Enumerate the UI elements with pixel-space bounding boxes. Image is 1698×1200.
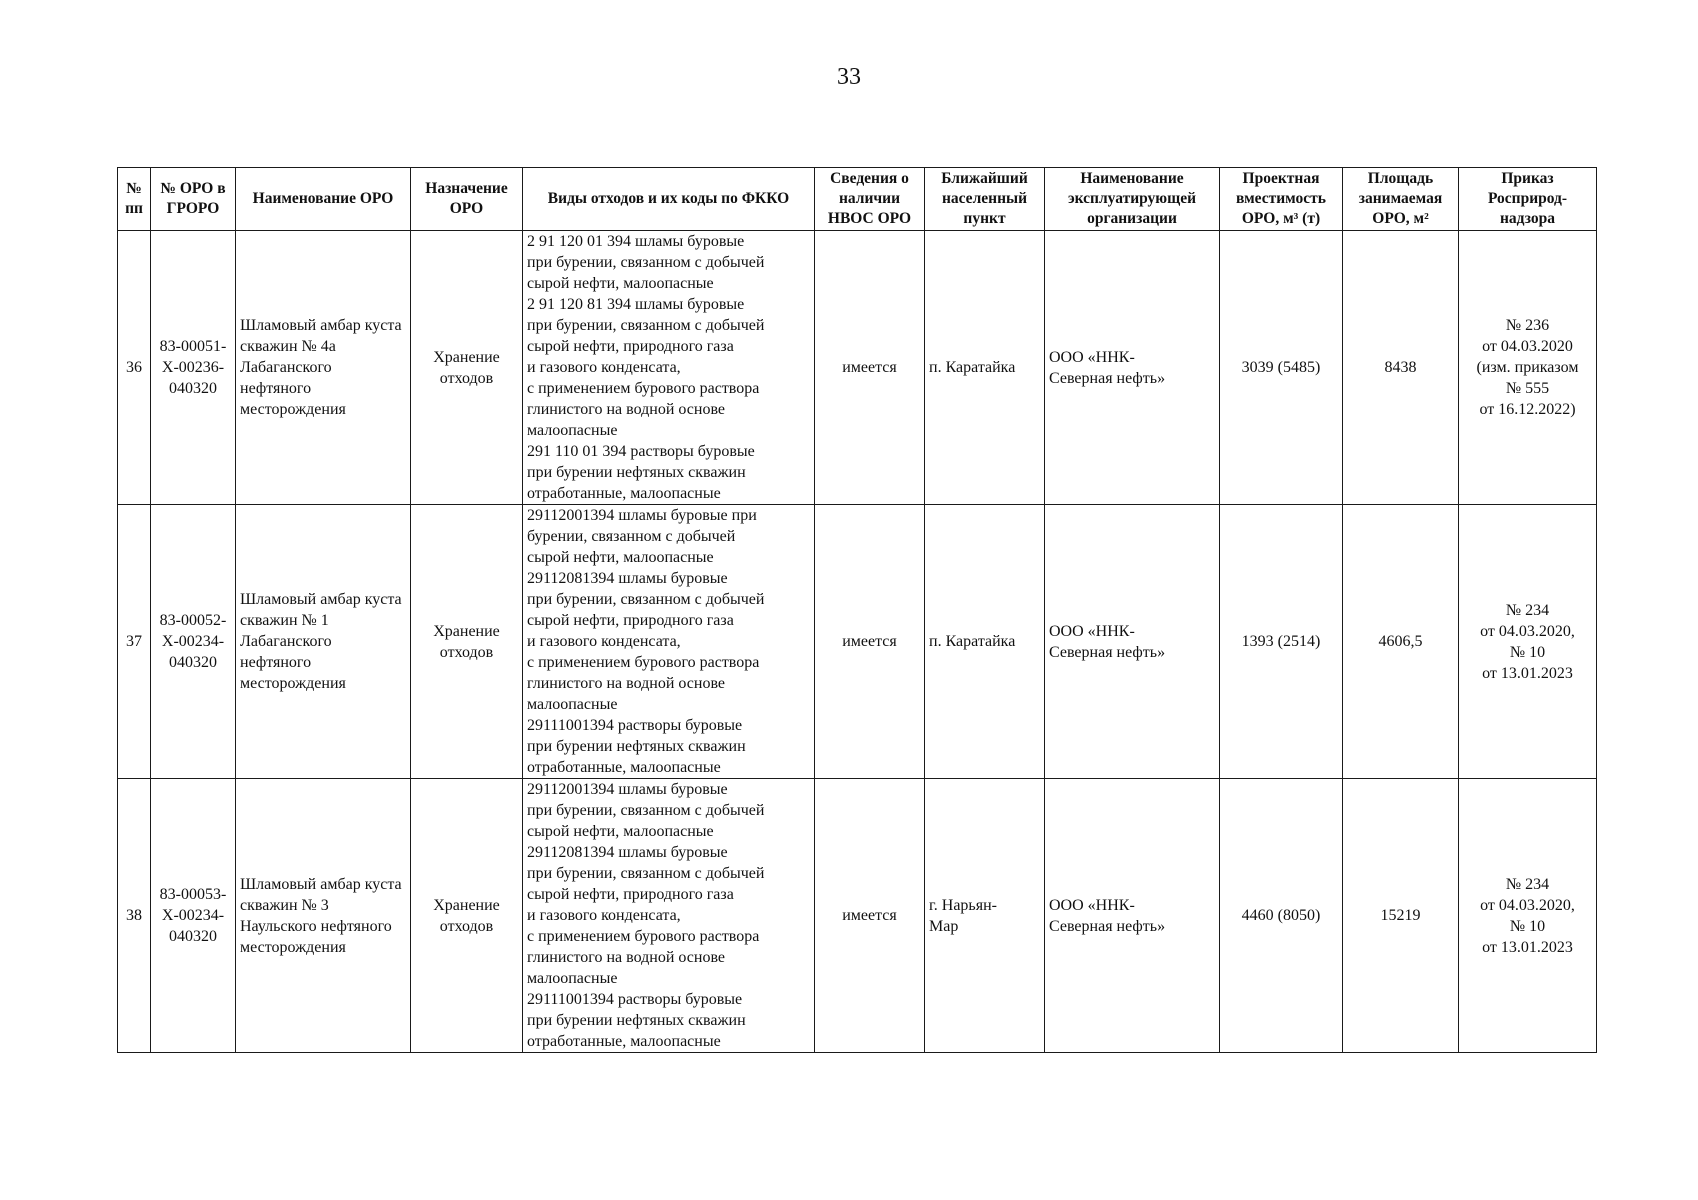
order-cell: № 234 от 04.03.2020, № 10 от 13.01.2023 <box>1459 505 1597 779</box>
area-cell: 15219 <box>1343 779 1459 1053</box>
oro-name-cell: Шламовый амбар куста скважин № 3 Наульского нефтяного месторождения <box>236 779 411 1053</box>
capacity-cell: 1393 (2514) <box>1220 505 1343 779</box>
header-cell: Сведения о наличии НВОС ОРО <box>815 168 925 231</box>
oro-purpose-cell: Хранение отходов <box>411 505 523 779</box>
waste-codes-cell <box>523 505 815 779</box>
page-number: 33 <box>837 64 861 90</box>
waste-code-line: сырой нефти, малоопасные <box>527 823 714 840</box>
table-row <box>118 231 1597 505</box>
header-cell: Площадь занимаемая ОРО, м² <box>1343 168 1459 231</box>
waste-code-line: 29111001394 растворы буровые <box>527 991 743 1008</box>
oro-registry-number-cell: 83-00053-Х-00234-040320 <box>151 779 236 1053</box>
oro-name-cell: Шламовый амбар куста скважин № 4а Лабаганского нефтяного месторождения <box>236 231 411 505</box>
header-cell: Проектная вместимость ОРО, м³ (т) <box>1220 168 1343 231</box>
waste-code-line: 29111001394 растворы буровые <box>527 717 743 734</box>
waste-code-line: 2 91 120 81 394 шламы буровые <box>527 296 745 313</box>
waste-code-line: отработанные, малоопасные <box>527 485 721 502</box>
waste-code-line: сырой нефти, малоопасные <box>527 275 714 292</box>
waste-codes-cell <box>523 779 815 1053</box>
waste-code-line: при бурении нефтяных скважин <box>527 1012 746 1029</box>
row-number-cell: 37 <box>118 505 151 779</box>
waste-code-line: сырой нефти, малоопасные <box>527 549 714 566</box>
row-number-cell: 36 <box>118 231 151 505</box>
waste-code-line: с применением бурового раствора <box>527 928 760 945</box>
waste-code-line: с применением бурового раствора <box>527 654 760 671</box>
waste-code-line: сырой нефти, природного газа <box>527 612 734 629</box>
waste-code-line: малоопасные <box>527 422 618 439</box>
header-cell: Наименование ОРО <box>236 168 411 231</box>
waste-code-line: сырой нефти, природного газа <box>527 338 734 355</box>
row-number-cell: 38 <box>118 779 151 1053</box>
waste-code-line: бурении, связанном с добычей <box>527 528 736 545</box>
waste-codes-cell <box>523 231 815 505</box>
waste-code-line: 291 110 01 394 растворы буровые <box>527 443 755 460</box>
waste-code-line: при бурении, связанном с добычей <box>527 865 765 882</box>
waste-code-line: при бурении, связанном с добычей <box>527 317 765 334</box>
settlement-cell: п. Каратайка <box>925 505 1045 779</box>
waste-code-line: отработанные, малоопасные <box>527 1033 721 1050</box>
waste-code-line: глинистого на водной основе <box>527 401 726 418</box>
oro-purpose-cell: Хранение отходов <box>411 231 523 505</box>
waste-code-line: при бурении, связанном с добычей <box>527 254 765 271</box>
order-cell: № 236 от 04.03.2020 (изм. приказом № 555 от 16.12.2022) <box>1459 231 1597 505</box>
oro-registry-number-cell: 83-00052-Х-00234-040320 <box>151 505 236 779</box>
waste-code-line: отработанные, малоопасные <box>527 759 721 776</box>
waste-code-line: при бурении нефтяных скважин <box>527 464 746 481</box>
waste-code-line: малоопасные <box>527 970 618 987</box>
header-cell: Назначение ОРО <box>411 168 523 231</box>
waste-code-line: и газового конденсата, <box>527 907 681 924</box>
operator-cell: ООО «ННК- Северная нефть» <box>1045 505 1220 779</box>
oro-purpose-cell: Хранение отходов <box>411 779 523 1053</box>
oro-name-cell: Шламовый амбар куста скважин № 1 Лабаганского нефтяного месторождения <box>236 505 411 779</box>
nvos-cell: имеется <box>815 779 925 1053</box>
oro-registry-table <box>117 167 1597 1053</box>
waste-code-line: 29112001394 шламы буровые при <box>527 507 757 524</box>
waste-code-line: 29112081394 шламы буровые <box>527 570 728 587</box>
oro-registry-number-cell: 83-00051-Х-00236-040320 <box>151 231 236 505</box>
header-cell: Ближайший населенный пункт <box>925 168 1045 231</box>
nvos-cell: имеется <box>815 231 925 505</box>
nvos-cell: имеется <box>815 505 925 779</box>
table-body <box>118 231 1597 1053</box>
table-row <box>118 779 1597 1053</box>
waste-code-line: и газового конденсата, <box>527 359 681 376</box>
area-cell: 8438 <box>1343 231 1459 505</box>
waste-code-line: и газового конденсата, <box>527 633 681 650</box>
settlement-cell: г. Нарьян- Мар <box>925 779 1045 1053</box>
settlement-cell: п. Каратайка <box>925 231 1045 505</box>
table-header-row <box>118 168 1597 231</box>
waste-code-line: сырой нефти, природного газа <box>527 886 734 903</box>
header-cell: Наименование эксплуатирующей организации <box>1045 168 1220 231</box>
waste-code-line: 29112001394 шламы буровые <box>527 781 728 798</box>
waste-code-line: 29112081394 шламы буровые <box>527 844 728 861</box>
operator-cell: ООО «ННК- Северная нефть» <box>1045 231 1220 505</box>
waste-code-line: при бурении, связанном с добычей <box>527 802 765 819</box>
waste-code-line: глинистого на водной основе <box>527 675 726 692</box>
waste-code-line: 2 91 120 01 394 шламы буровые <box>527 233 745 250</box>
order-cell: № 234 от 04.03.2020, № 10 от 13.01.2023 <box>1459 779 1597 1053</box>
waste-code-line: с применением бурового раствора <box>527 380 760 397</box>
area-cell: 4606,5 <box>1343 505 1459 779</box>
operator-cell: ООО «ННК- Северная нефть» <box>1045 779 1220 1053</box>
table-row <box>118 505 1597 779</box>
header-cell: № пп <box>118 168 151 231</box>
header-cell: № ОРО в ГРОРО <box>151 168 236 231</box>
capacity-cell: 3039 (5485) <box>1220 231 1343 505</box>
waste-code-line: глинистого на водной основе <box>527 949 726 966</box>
header-cell: Виды отходов и их коды по ФККО <box>523 168 815 231</box>
header-cell: Приказ Росприрод-надзора <box>1459 168 1597 231</box>
waste-code-line: малоопасные <box>527 696 618 713</box>
waste-code-line: при бурении нефтяных скважин <box>527 738 746 755</box>
capacity-cell: 4460 (8050) <box>1220 779 1343 1053</box>
waste-code-line: при бурении, связанном с добычей <box>527 591 765 608</box>
